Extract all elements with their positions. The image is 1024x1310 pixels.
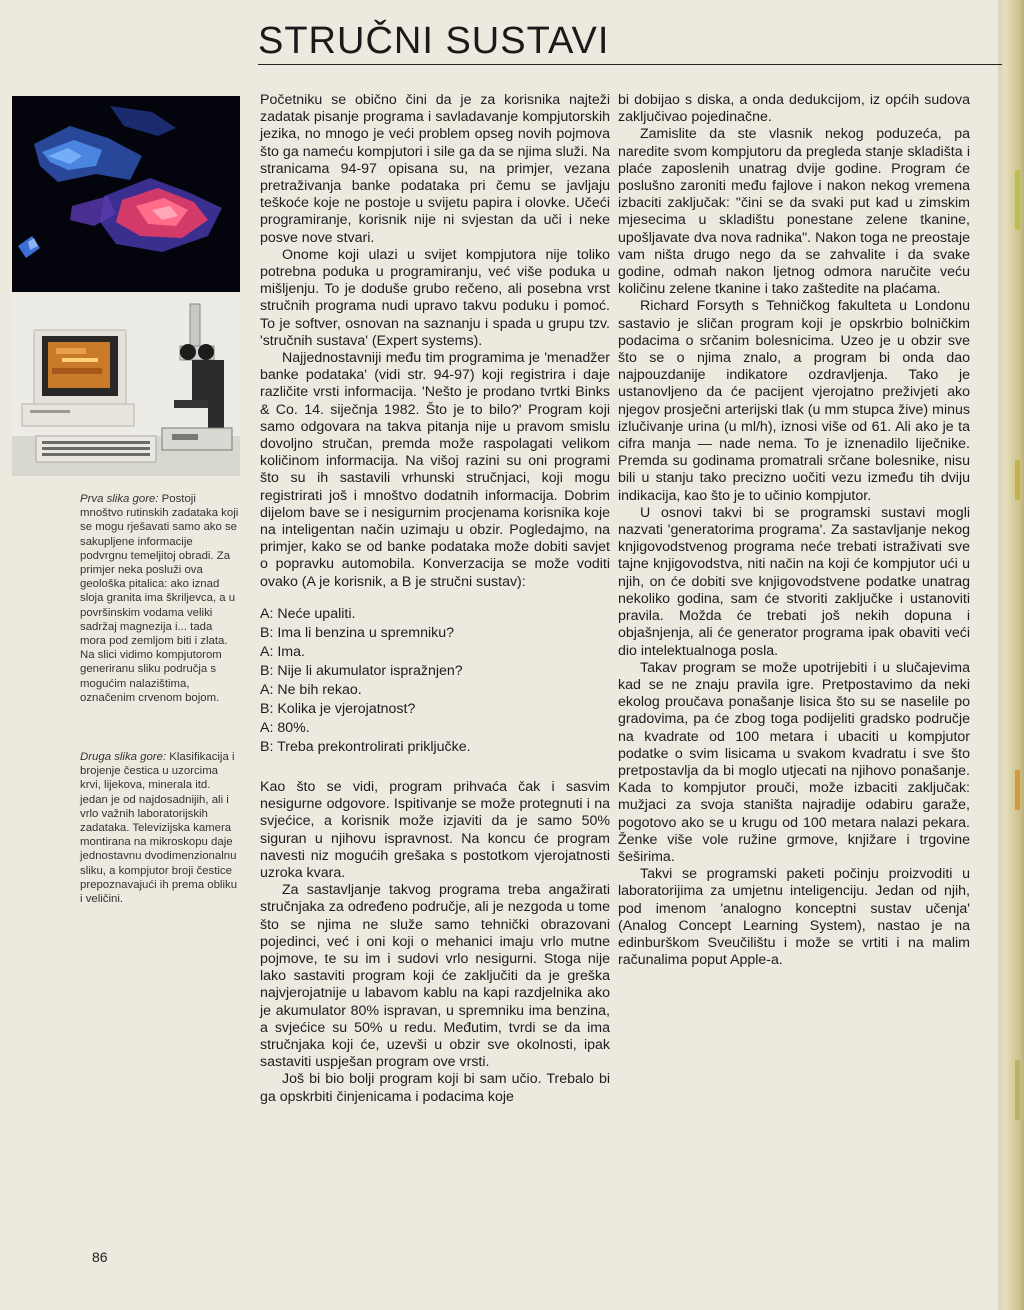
title-rule: [258, 64, 1002, 65]
caption-first-image: [80, 492, 240, 705]
microscope-computer-image: [12, 296, 240, 476]
paragraph: Zamislite da ste vlasnik nekog poduzeća, pa naredite svom kompjutoru da pregleda stanje skladišta i plaće zaposlenih unatrag dvije godine. Program će poslušno zaroniti među fajlove i nakon nekog vremena izbaciti zaključak: "čini se da svaki put kad u zimskim mjesecima u skladištu ponestane zelene tkanine, upošljavate dva nova radnika". Nakon toga ne preostaje vam ništa drugo nego da se zahvalite i da svake godine, odmah nakon ljetnog odmora naručite veću količinu zelene tkanine i tako zaštedite na plaćama.: [618, 126, 970, 298]
paragraph: Kao što se vidi, program prihvaća čak i sasvim nesigurne odgovore. Ispitivanje se može protegnuti i na svjećice, a korisnik može izjaviti da je samo 50% siguran u njihovu ispravnost. Na koncu će program navesti niz mogućih grešaka s postotkom vjerojatnosti uzroka kvara.: [260, 778, 610, 881]
paragraph: Takav program se može upotrijebiti i u slučajevima kad se ne znaju pravila igre. Pretpostavimo da neki ekolog proučava ponašanje lisica što su se naselile po gradovima, pa će zbog toga podijeliti gradsko područje na kvadrate od 100 metara i ubaciti u kompjutor podatke o svim lisicama u svakom kvadratu i sve što pretpostavlja da bi moglo utjecati na njihovo ponašanje. Kada to kompjutor prouči, može izbaciti zaključak: mužjaci za svoja staništa najradije odabiru garaže, pogotovo ako se u krugu od 100 metara nalazi pekara. Ženke više vole ružine grmove, knjižare i trgovine šeširima.: [618, 659, 970, 865]
dialog-line: A: Neće upaliti.: [260, 605, 356, 622]
geology-map-graphic: [12, 96, 240, 292]
geology-map-image: [12, 96, 240, 292]
edge-strip: [1015, 770, 1020, 810]
article-column-right: [618, 92, 970, 969]
paragraph: U osnovi takvi bi se programski sustavi mogli nazvati 'generatorima programa'. Za sastavljanje nekog knjigovodstvenog programa neće trebati istraživati sve tajne knjigovodstva, niti način na koji će kompjutor ući u njih, on će dobiti sve knjigovodstvene podatke unatrag nekoliko godina, sam će stvoriti zaključke i ustanoviti pravila. Možda će trebati još nekih dopuna i objašnjenja, ali će generator programa ipak obaviti veći dio intelektualnoga posla.: [618, 504, 970, 659]
article-column-middle: [260, 92, 610, 1106]
caption-text: Postoji mnoštvo rutinskih zadataka koji se mogu rješavati samo ako se sakupljene informacije podvrgnu temeljitoj obradi. Za primjer neka posluži ova geološka pitalica: ako iznad sloja granita ima škriljevca, a u površinskim vodama veliki sadržaj magnezija i... tada mora pod zemljom biti i zlata. Na slici vidimo kompjutorom generiranu sliku područja s mogućim nalazištima, označenim crvenom bojom.: [80, 493, 239, 704]
caption-lead: Druga slika gore:: [80, 751, 167, 763]
paragraph: Još bi bio bolji program koji bi sam učio. Trebalo bi ga opskrbiti činjenicama i podacima koje: [260, 1071, 610, 1105]
dialog-line: A: 80%.: [260, 719, 310, 736]
paragraph: Richard Forsyth s Tehničkog fakulteta u Londonu sastavio je sličan program koji je opskrbio bolničkim podacima o srčanim bolesnicima. Uzeo je u obzir sve što se o njima znalo, a program bi onda dao najpouzdanije indikatore ozdravljenja. Tako je ustanovljeno da će pacijent vjerojatno preživjeti ako njegov prosječni arterijski tlak (u mm stupca žive) minus izlučivanje urina (u ml/h), iznosi više od 61. Ali ako je ta cifra manja — nade nema. To je iznenadilo liječnike. Premda su godinama promatrali srčane bolesnike, nisu bili u stanju tako precizno uočiti vezu između tih dviju indikacija, kao što je to učinio kompjutor.: [618, 298, 970, 504]
dialog-line: B: Ima li benzina u spremniku?: [260, 624, 454, 641]
dialog-line: A: Ne bih rekao.: [260, 681, 362, 698]
paragraph: Takvi se programski paketi počinju proizvoditi u laboratorijima za umjetnu inteligenciju. Jedan od njih, pod imenom 'analogno konceptni sustav učenja' (Analog Concept Learning System), nastao je na edinburškom Sveučilištu i može se vrtiti i na malim računalima poput Apple-a.: [618, 866, 970, 969]
paragraph: Početniku se obično čini da je za korisnika najteži zadatak pisanje programa i savladavanje kompjutorskih jezika, no mnogo je veći problem opseg novih pojmova što ga nameću kompjutori i sile ga da se njima služi. Na stranicama 94-97 opisana su, na primjer, vezana pretraživanja banke podataka pri čemu se javljaju teškoće koje ne postoje u svijetu papira i olovke. Učeći programiranje, korisnik nije ni svjestan da uči i neke posve nove stvari.: [260, 92, 610, 246]
page-title: STRUČNI SUSTAVI: [258, 20, 610, 62]
page-number: 86: [92, 1249, 108, 1265]
edge-strip: [1015, 170, 1020, 230]
paragraph: bi dobijao s diska, a onda dedukcijom, iz općih sudova zaključivao pojedinačne.: [618, 92, 970, 126]
caption-text: Klasifikacija i brojenje čestica u uzorcima krvi, lijekova, minerala itd. jedan je od najdosadnijih, ali i vrlo važnih laboratorijskih zadataka. Televizijska kamera montirana na mikroskopu daje jednostavnu dvodimenzionalnu sliku, a kompjutor broji čestice prepoznavajući ih prema obliku i veličini.: [80, 751, 238, 906]
dialog-line: A: Ima.: [260, 643, 305, 660]
dialog-example: [260, 605, 610, 757]
dialog-line: B: Treba prekontrolirati priključke.: [260, 738, 471, 755]
edge-strip: [1015, 1060, 1020, 1120]
paragraph: Za sastavljanje takvog programa treba angažirati stručnjaka za određeno područje, ali je nezgoda u tome što se njima ne služe samo tehnički obrazovani pojedinci, već i oni koji o mehanici imaju vrlo mutne pojmove, te su im i sudovi vrlo nesigurni. Stoga nije lako sastaviti program koji će zaključiti da je greška najvjerojatnije u labavom kablu na kapi razdjelnika ako je akumulator 80% ispravan, u spremniku ima benzina, a svjećice su 50% u redu. Međutim, tvrdi se da ima stručnjaka koji će, uzevši u obzir sve okolnosti, ipak sastaviti uspješan program ove vrsti.: [260, 882, 610, 1071]
paragraph: Najjednostavniji među tim programima je 'menadžer banke podataka' (vidi str. 94-97) koji registrira i daje različite vrsti informacija. 'Nešto je prodano tvrtki Binks & Co. 14. siječnja 1982. Što je to bilo?' Program koji samo odgovara na takva pitanja nije u pravom smislu dovoljno stručan, premda može raspolagati velikom količinom informacija. Na višoj razini su oni programi što su ih sastavili vrhunski stručnjaci, koji mogu registrirati još i mnoštvo dodatnih informacija. Dobrim dijelom bave se i nesigurnim procjenama korisnika koje na inteligentan način uzimaju u obzir. Pogledajmo, na primjer, kako se od banke podataka može dobiti savjet o popravku automobila. Konverzacija se može voditi ovako (A je korisnik, a B je stručni sustav):: [260, 350, 610, 590]
page-edge: [998, 0, 1024, 1310]
dialog-line: B: Nije li akumulator ispražnjen?: [260, 662, 463, 679]
edge-strip: [1015, 460, 1020, 500]
caption-second-image: [80, 750, 240, 906]
paragraph: Onome koji ulazi u svijet kompjutora nije toliko potrebna poduka u programiranju, već više poduka u mišljenju. To je doduše grubo rečeno, ali posebna vrst stručnih programa nudi upravo takvu poduku i pomoć. To je softver, osnovan na saznanju i spada u grupu tzv. 'stručnih sustava' (Expert systems).: [260, 246, 610, 349]
microscope-computer-graphic: [12, 296, 240, 476]
caption-lead: Prva slika gore:: [80, 493, 159, 505]
dialog-line: B: Kolika je vjerojatnost?: [260, 700, 416, 717]
